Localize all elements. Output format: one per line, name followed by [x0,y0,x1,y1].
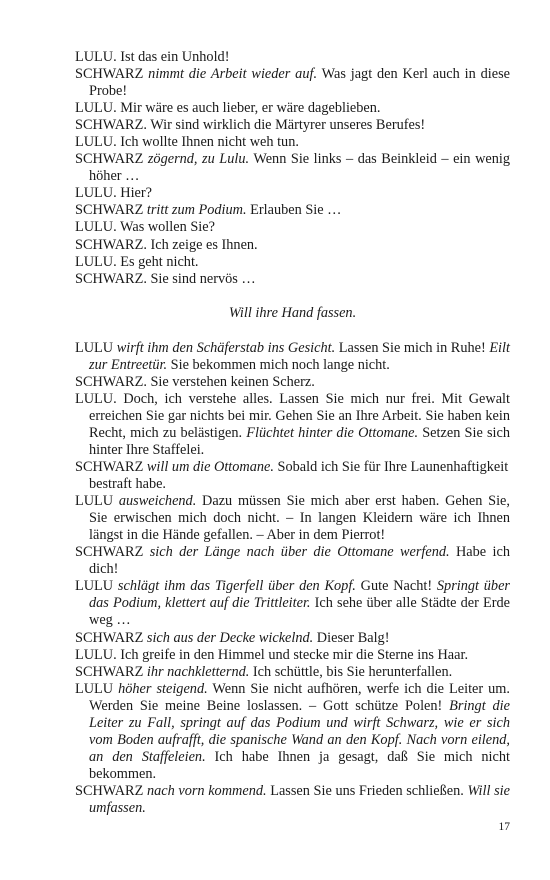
dialogue-line [75,185,510,202]
dialogue-line [75,664,510,681]
dialogue-line [75,544,510,578]
speech-text: SCHWARZ [75,202,147,219]
dialogue-line [75,647,510,664]
stage-direction-text: nimmt die Arbeit wieder auf. [148,66,318,83]
dialogue-line [75,202,510,219]
dialogue-line [75,340,510,374]
speech-text: SCHWARZ [75,66,149,83]
speech-text: Was jagt den Kerl auch in diese Probe! [89,66,510,100]
speech-text: Ich sehe über alle Städte der Erde weg … [89,595,510,629]
speech-text: SCHWARZ [75,629,147,646]
speech-text: Dieser Balg! [313,629,390,646]
dialogue-line [75,134,510,151]
speech-text: SCHWARZ. Wir sind wirklich die Märtyrer unseres Berufes! [75,117,426,134]
dialogue-line [75,219,510,236]
stage-direction-text: Will ihre Hand fassen. [228,304,357,321]
stage-direction-text: Eilt zur Entreetür. [89,339,510,373]
speech-text: Sie bekommen mich noch lange nicht. [167,356,390,373]
speech-text: Habe ich dich! [89,544,510,578]
stage-direction-text: ihr nachkletternd. [146,663,250,680]
speech-text: SCHWARZ. Ich zeige es Ihnen. [75,236,258,253]
speech-text: SCHWARZ [75,782,147,799]
speech-text: SCHWARZ. Sie sind nervös … [75,270,256,287]
dialogue-line [75,681,510,783]
speech-text: LULU. Doch, ich verstehe alles. Lassen Sie mich nur frei. Mit Gewalt erreichen Sie gar nichts bei mir. Gehen Sie an Ihre Arbeit. Sie haben kein Recht, mich zu belästigen. [75,390,510,441]
dialogue-line [75,117,510,134]
stage-direction-text: zögernd, zu Lulu. [147,151,250,168]
speech-text: LULU. Mir wäre es auch lieber, er wäre dageblieben. [75,100,381,117]
stage-direction-text: Bringt die Leiter zu Fall, springt auf das Podium und wirft Schwarz, wie er sich vom Boden aufrafft, die spanische Wand an den Kopf. Nach vorn eilend, an den Staffeleien. [89,697,510,765]
speech-text: Erlauben Sie … [246,202,342,219]
speech-text: LULU. Es geht nicht. [75,253,199,270]
speech-text: Ich schüttle, bis Sie herunterfallen. [249,663,453,680]
dialogue-line [75,459,510,493]
stage-direction-text: Springt über das Podium, klettert auf die Trittleiter. [89,578,510,612]
speech-text: Setzen Sie sich hinter Ihre Staffelei. [89,424,511,458]
stage-direction-text: wirft ihm den Schäferstab ins Gesicht. [116,339,336,356]
speech-text: LULU. Hier? [75,185,153,202]
speech-text: Gute Nacht! [355,578,437,595]
stage-direction [75,288,510,340]
stage-direction-text: ausweichend. [118,493,197,510]
speech-text: Lassen Sie uns Frieden schließen. [266,782,468,799]
speech-text: LULU. Was wollen Sie? [75,219,215,236]
stage-direction-text: will um die Ottomane. [146,459,274,476]
stage-direction-text: sich der Länge nach über die Ottomane werfend. [149,544,450,561]
page-number: 17 [498,821,510,833]
speech-text: Dazu müssen Sie mich aber erst haben. Gehen Sie, Sie erwischen mich doch nicht. – In langen Kleidern wäre ich Ihnen längst in die Hände gefallen. – Aber in dem Pierrot! [89,493,510,544]
dialogue-line [75,493,510,544]
dialogue-line [75,783,510,817]
speech-text: LULU [75,339,117,356]
speech-text: SCHWARZ [75,151,148,168]
stage-direction-text: Will sie umfassen. [89,782,510,816]
dialogue-line [75,254,510,271]
stage-direction-text: nach vorn kommend. [146,782,267,799]
stage-direction-text: sich aus der Decke wickelnd. [146,629,314,646]
speech-text: Sobald ich Sie für Ihre Launenhaftigkeit bestraft habe. [89,459,509,493]
speech-text: LULU. Ich wollte Ihnen nicht weh tun. [75,134,299,151]
speech-text: LULU [75,680,119,697]
play-text [75,49,510,817]
dialogue-line [75,578,510,629]
speech-text: SCHWARZ [75,459,147,476]
dialogue-line [75,374,510,391]
speech-text: Wenn Sie links – das Beinkleid – ein wenig höher … [89,151,511,185]
speech-text: SCHWARZ. Sie verstehen keinen Scherz. [75,373,315,390]
dialogue-line [75,49,510,66]
dialogue-line [75,271,510,288]
stage-direction-text: höher steigend. [118,680,208,697]
dialogue-line [75,66,510,100]
dialogue-line [75,100,510,117]
speech-text: Ich habe Ihnen ja gesagt, daß Sie mich nicht bekommen. [89,748,510,782]
speech-text: Lassen Sie mich in Ruhe! [335,339,490,356]
dialogue-line [75,630,510,647]
speech-text: Wenn Sie nicht aufhören, werfe ich die Leiter um. Werden Sie meine Beine loslassen. – Gott schütze Polen! [89,680,510,714]
dialogue-line [75,391,510,459]
speech-text: LULU [75,578,118,595]
stage-direction-text: Flüchtet hinter die Ottomane. [246,424,419,441]
dialogue-line [75,237,510,254]
stage-direction-text: schlägt ihm das Tigerfell über den Kopf. [117,578,356,595]
speech-text: LULU. Ich greife in den Himmel und stecke mir die Sterne ins Haar. [75,646,469,663]
speech-text: LULU. Ist das ein Unhold! [75,49,230,65]
speech-text: SCHWARZ [75,663,147,680]
speech-text: SCHWARZ [75,544,150,561]
stage-direction-text: tritt zum Podium. [146,202,247,219]
dialogue-line [75,151,510,185]
speech-text: LULU [75,493,119,510]
